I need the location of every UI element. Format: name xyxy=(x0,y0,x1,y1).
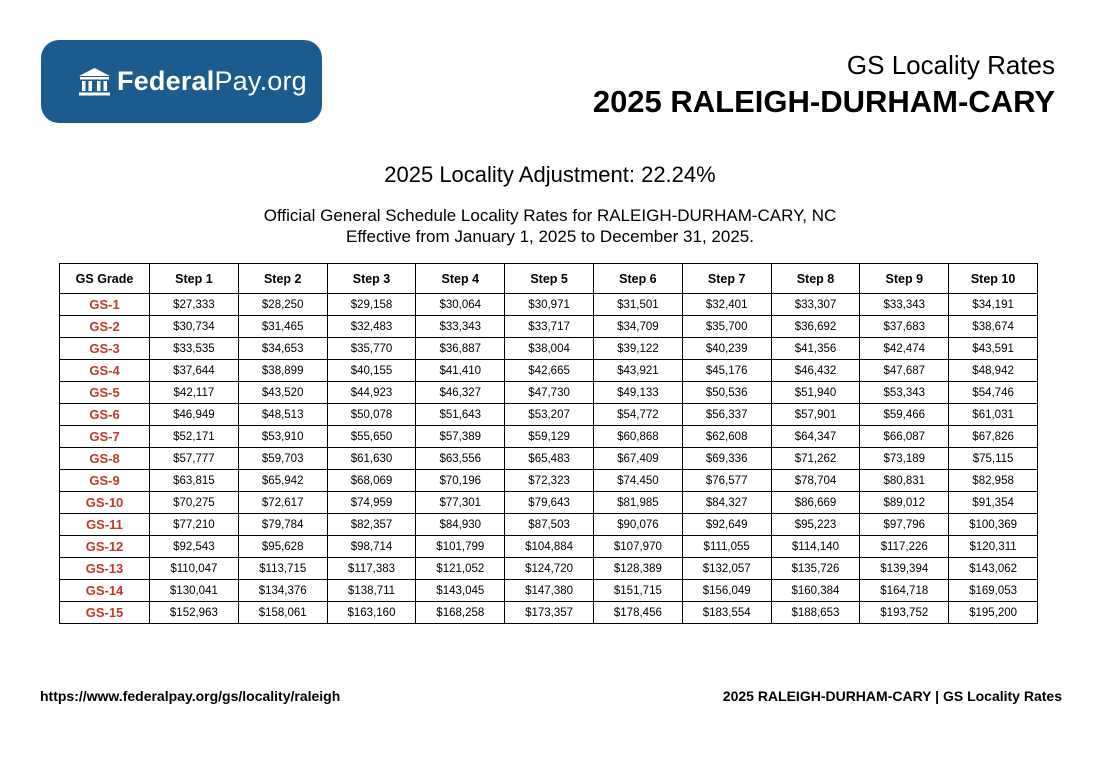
header-step-7: Step 7 xyxy=(682,264,771,294)
grade-cell: GS-12 xyxy=(60,536,150,558)
grade-cell: GS-1 xyxy=(60,294,150,316)
rate-cell: $31,465 xyxy=(238,316,327,338)
rate-cell: $38,899 xyxy=(238,360,327,382)
header-step-6: Step 6 xyxy=(593,264,682,294)
header-step-2: Step 2 xyxy=(238,264,327,294)
grade-cell: GS-10 xyxy=(60,492,150,514)
rate-cell: $113,715 xyxy=(238,558,327,580)
table-row xyxy=(60,360,1038,382)
federalpay-logo xyxy=(41,40,322,123)
description-line-2: Effective from January 1, 2025 to December 31, 2025. xyxy=(346,227,754,246)
rate-cell: $61,630 xyxy=(327,448,416,470)
rate-cell: $46,432 xyxy=(771,360,860,382)
grade-cell: GS-4 xyxy=(60,360,150,382)
rate-cell: $43,520 xyxy=(238,382,327,404)
rate-cell: $44,923 xyxy=(327,382,416,404)
rate-cell: $195,200 xyxy=(949,602,1038,624)
table-row xyxy=(60,602,1038,624)
table-header-row xyxy=(60,264,1038,294)
rate-cell: $74,959 xyxy=(327,492,416,514)
table-row xyxy=(60,426,1038,448)
rate-cell: $45,176 xyxy=(682,360,771,382)
rate-cell: $98,714 xyxy=(327,536,416,558)
rate-cell: $193,752 xyxy=(860,602,949,624)
table-body xyxy=(60,294,1038,624)
rate-cell: $65,483 xyxy=(505,448,594,470)
rate-cell: $134,376 xyxy=(238,580,327,602)
rate-cell: $51,940 xyxy=(771,382,860,404)
header-step-10: Step 10 xyxy=(949,264,1038,294)
footer-label: 2025 RALEIGH-DURHAM-CARY | GS Locality Rates xyxy=(722,688,1062,704)
rate-cell: $72,617 xyxy=(238,492,327,514)
rate-cell: $27,333 xyxy=(150,294,239,316)
rate-cell: $84,327 xyxy=(682,492,771,514)
rate-cell: $30,064 xyxy=(416,294,505,316)
rate-cell: $76,577 xyxy=(682,470,771,492)
rate-cell: $34,709 xyxy=(593,316,682,338)
rate-cell: $60,868 xyxy=(593,426,682,448)
rate-cell: $35,700 xyxy=(682,316,771,338)
rate-cell: $33,535 xyxy=(150,338,239,360)
rate-cell: $33,717 xyxy=(505,316,594,338)
rate-cell: $65,942 xyxy=(238,470,327,492)
rate-cell: $32,483 xyxy=(327,316,416,338)
rate-cell: $59,703 xyxy=(238,448,327,470)
grade-cell: GS-6 xyxy=(60,404,150,426)
rate-cell: $152,963 xyxy=(150,602,239,624)
rate-cell: $97,796 xyxy=(860,514,949,536)
rate-cell: $55,650 xyxy=(327,426,416,448)
rate-cell: $37,644 xyxy=(150,360,239,382)
grade-cell: GS-8 xyxy=(60,448,150,470)
rate-cell: $40,155 xyxy=(327,360,416,382)
rate-cell: $68,069 xyxy=(327,470,416,492)
rate-cell: $75,115 xyxy=(949,448,1038,470)
rate-cell: $111,055 xyxy=(682,536,771,558)
rate-cell: $143,062 xyxy=(949,558,1038,580)
rate-cell: $48,942 xyxy=(949,360,1038,382)
grade-cell: GS-2 xyxy=(60,316,150,338)
rate-cell: $117,383 xyxy=(327,558,416,580)
rate-cell: $33,307 xyxy=(771,294,860,316)
rate-cell: $81,985 xyxy=(593,492,682,514)
rate-cell: $92,649 xyxy=(682,514,771,536)
rate-cell: $164,718 xyxy=(860,580,949,602)
rate-cell: $77,301 xyxy=(416,492,505,514)
header-step-3: Step 3 xyxy=(327,264,416,294)
locality-adjustment: 2025 Locality Adjustment: 22.24% xyxy=(384,162,716,187)
description-line-1: Official General Schedule Locality Rates for RALEIGH-DURHAM-CARY, NC xyxy=(263,206,837,225)
rate-cell: $114,140 xyxy=(771,536,860,558)
rate-cell: $135,726 xyxy=(771,558,860,580)
rate-cell: $130,041 xyxy=(150,580,239,602)
rate-cell: $57,777 xyxy=(150,448,239,470)
rate-cell: $28,250 xyxy=(238,294,327,316)
rate-cell: $183,554 xyxy=(682,602,771,624)
grade-cell: GS-11 xyxy=(60,514,150,536)
rate-cell: $56,337 xyxy=(682,404,771,426)
rate-cell: $33,343 xyxy=(416,316,505,338)
rate-cell: $178,456 xyxy=(593,602,682,624)
rate-cell: $59,466 xyxy=(860,404,949,426)
rate-cell: $54,746 xyxy=(949,382,1038,404)
rate-cell: $168,258 xyxy=(416,602,505,624)
rate-cell: $87,503 xyxy=(505,514,594,536)
header-step-8: Step 8 xyxy=(771,264,860,294)
table-row xyxy=(60,294,1038,316)
rate-cell: $100,369 xyxy=(949,514,1038,536)
rate-cell: $50,536 xyxy=(682,382,771,404)
rate-cell: $138,711 xyxy=(327,580,416,602)
rate-cell: $38,674 xyxy=(949,316,1038,338)
rate-cell: $91,354 xyxy=(949,492,1038,514)
rate-cell: $92,543 xyxy=(150,536,239,558)
grade-cell: GS-5 xyxy=(60,382,150,404)
rate-cell: $120,311 xyxy=(949,536,1038,558)
rate-cell: $30,971 xyxy=(505,294,594,316)
rate-cell: $46,949 xyxy=(150,404,239,426)
rate-cell: $49,133 xyxy=(593,382,682,404)
rate-cell: $78,704 xyxy=(771,470,860,492)
rate-cell: $132,057 xyxy=(682,558,771,580)
rate-cell: $90,076 xyxy=(593,514,682,536)
rate-cell: $63,815 xyxy=(150,470,239,492)
rate-cell: $147,380 xyxy=(505,580,594,602)
grade-cell: GS-3 xyxy=(60,338,150,360)
header-step-4: Step 4 xyxy=(416,264,505,294)
table-row xyxy=(60,558,1038,580)
rate-cell: $32,401 xyxy=(682,294,771,316)
rate-cell: $36,887 xyxy=(416,338,505,360)
description xyxy=(0,205,1100,247)
rate-cell: $33,343 xyxy=(860,294,949,316)
table-row xyxy=(60,316,1038,338)
rate-cell: $117,226 xyxy=(860,536,949,558)
rate-cell: $43,591 xyxy=(949,338,1038,360)
rate-cell: $62,608 xyxy=(682,426,771,448)
rate-cell: $95,223 xyxy=(771,514,860,536)
table-row xyxy=(60,536,1038,558)
rate-cell: $47,687 xyxy=(860,360,949,382)
rate-cell: $30,734 xyxy=(150,316,239,338)
rate-cell: $84,930 xyxy=(416,514,505,536)
rate-cell: $53,910 xyxy=(238,426,327,448)
rate-cell: $121,052 xyxy=(416,558,505,580)
rate-cell: $74,450 xyxy=(593,470,682,492)
rate-cell: $39,122 xyxy=(593,338,682,360)
rate-cell: $156,049 xyxy=(682,580,771,602)
rate-cell: $47,730 xyxy=(505,382,594,404)
rate-cell: $57,389 xyxy=(416,426,505,448)
grade-cell: GS-15 xyxy=(60,602,150,624)
rate-cell: $77,210 xyxy=(150,514,239,536)
table-row xyxy=(60,404,1038,426)
rate-cell: $61,031 xyxy=(949,404,1038,426)
rate-cell: $51,643 xyxy=(416,404,505,426)
grade-cell: GS-13 xyxy=(60,558,150,580)
rate-cell: $64,347 xyxy=(771,426,860,448)
rate-cell: $104,884 xyxy=(505,536,594,558)
rate-cell: $79,643 xyxy=(505,492,594,514)
rate-cell: $42,117 xyxy=(150,382,239,404)
rate-cell: $80,831 xyxy=(860,470,949,492)
rate-cell: $36,692 xyxy=(771,316,860,338)
grade-cell: GS-9 xyxy=(60,470,150,492)
rate-cell: $41,410 xyxy=(416,360,505,382)
rate-cell: $34,191 xyxy=(949,294,1038,316)
rate-cell: $38,004 xyxy=(505,338,594,360)
grade-cell: GS-14 xyxy=(60,580,150,602)
rate-cell: $53,343 xyxy=(860,382,949,404)
rate-cell: $48,513 xyxy=(238,404,327,426)
grade-cell: GS-7 xyxy=(60,426,150,448)
rate-cell: $50,078 xyxy=(327,404,416,426)
rate-cell: $46,327 xyxy=(416,382,505,404)
header-gs-grade: GS Grade xyxy=(60,264,150,294)
header-subtitle: GS Locality Rates xyxy=(846,50,1055,80)
rate-cell: $54,772 xyxy=(593,404,682,426)
rate-cell: $124,720 xyxy=(505,558,594,580)
rate-cell: $95,628 xyxy=(238,536,327,558)
rate-cell: $173,357 xyxy=(505,602,594,624)
rate-cell: $70,196 xyxy=(416,470,505,492)
rate-cell: $110,047 xyxy=(150,558,239,580)
rate-cell: $53,207 xyxy=(505,404,594,426)
table-row xyxy=(60,338,1038,360)
page-title: 2025 RALEIGH-DURHAM-CARY xyxy=(592,84,1055,119)
rate-cell: $66,087 xyxy=(860,426,949,448)
rate-cell: $86,669 xyxy=(771,492,860,514)
table-row xyxy=(60,448,1038,470)
rate-cell: $42,474 xyxy=(860,338,949,360)
rate-cell: $128,389 xyxy=(593,558,682,580)
rate-cell: $34,653 xyxy=(238,338,327,360)
rate-cell: $169,053 xyxy=(949,580,1038,602)
table-row xyxy=(60,492,1038,514)
rate-cell: $57,901 xyxy=(771,404,860,426)
header-step-5: Step 5 xyxy=(505,264,594,294)
rate-cell: $52,171 xyxy=(150,426,239,448)
locality-rates-table xyxy=(59,263,1038,624)
rate-cell: $163,160 xyxy=(327,602,416,624)
table-row xyxy=(60,580,1038,602)
rate-cell: $139,394 xyxy=(860,558,949,580)
rate-cell: $35,770 xyxy=(327,338,416,360)
rate-cell: $67,409 xyxy=(593,448,682,470)
rate-cell: $82,357 xyxy=(327,514,416,536)
rate-cell: $143,045 xyxy=(416,580,505,602)
rate-cell: $73,189 xyxy=(860,448,949,470)
rate-cell: $89,012 xyxy=(860,492,949,514)
rate-cell: $41,356 xyxy=(771,338,860,360)
rate-cell: $79,784 xyxy=(238,514,327,536)
rate-cell: $67,826 xyxy=(949,426,1038,448)
table-row xyxy=(60,514,1038,536)
rate-cell: $42,665 xyxy=(505,360,594,382)
rate-cell: $188,653 xyxy=(771,602,860,624)
rate-cell: $69,336 xyxy=(682,448,771,470)
table-row xyxy=(60,470,1038,492)
rate-cell: $151,715 xyxy=(593,580,682,602)
rate-cell: $158,061 xyxy=(238,602,327,624)
rate-cell: $59,129 xyxy=(505,426,594,448)
rate-cell: $40,239 xyxy=(682,338,771,360)
rate-cell: $82,958 xyxy=(949,470,1038,492)
rate-cell: $101,799 xyxy=(416,536,505,558)
table-row xyxy=(60,382,1038,404)
building-columns-icon xyxy=(78,67,111,97)
rate-cell: $37,683 xyxy=(860,316,949,338)
logo-text: FederalPay.org xyxy=(117,66,307,96)
header-step-1: Step 1 xyxy=(150,264,239,294)
header-step-9: Step 9 xyxy=(860,264,949,294)
footer-url: https://www.federalpay.org/gs/locality/raleigh xyxy=(40,688,341,704)
rate-cell: $72,323 xyxy=(505,470,594,492)
rate-cell: $71,262 xyxy=(771,448,860,470)
rate-cell: $70,275 xyxy=(150,492,239,514)
rate-cell: $63,556 xyxy=(416,448,505,470)
rate-cell: $31,501 xyxy=(593,294,682,316)
rate-cell: $43,921 xyxy=(593,360,682,382)
rate-cell: $160,384 xyxy=(771,580,860,602)
rate-cell: $29,158 xyxy=(327,294,416,316)
rate-cell: $107,970 xyxy=(593,536,682,558)
